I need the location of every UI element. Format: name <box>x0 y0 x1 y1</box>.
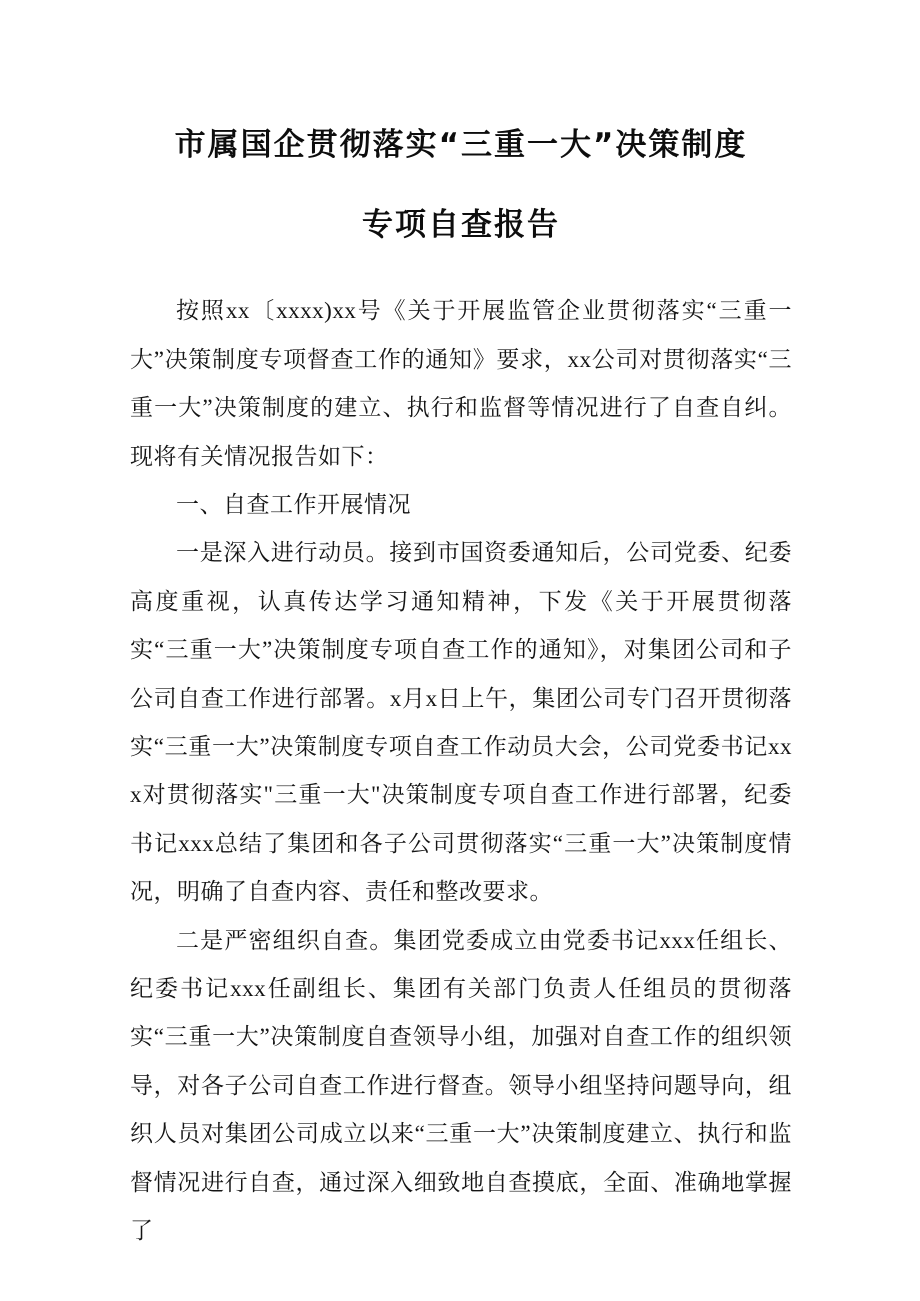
paragraph-intro: 按照xx〔xxxx)xx号《关于开展监管企业贯彻落实“三重一大”决策制度专项督查工作的通知》要求，xx公司对贯彻落实“三重一大”决策制度的建立、执行和监督等情况进行了自查自纠。现将有关情况报告如下： <box>130 298 792 469</box>
document-title <box>130 128 792 243</box>
document-title-line-1: 市属国企贯彻落实“三重一大”决策制度 <box>174 127 748 163</box>
section-heading-1: 一、自查工作开展情况 <box>176 491 411 517</box>
paragraph-point-1: 一是深入进行动员。接到市国资委通知后，公司党委、纪委高度重视，认真传达学习通知精神，下发《关于开展贯彻落实“三重一大”决策制度专项自查工作的通知》，对集团公司和子公司自查工作进行部署。x月x日上午，集团公司专门召开贯彻落实“三重一大”决策制度专项自查工作动员大会，公司党委书记xxx对贯彻落实"三重一大"决策制度专项自查工作进行部署，纪委书记xxx总结了集团和各子公司贯彻落实“三重一大”决策制度情况，明确了自查内容、责任和整改要求。 <box>130 540 792 905</box>
document-body <box>130 287 792 1255</box>
document-title-line-2: 专项自查报告 <box>362 206 560 243</box>
paragraph-point-2: 二是严密组织自查。集团党委成立由党委书记xxx任组长、纪委书记xxx任副组长、集团有关部门负责人任组员的贯彻落实“三重一大”决策制度自查领导小组，加强对自查工作的组织领导，对各子公司自查工作进行督查。领导小组坚持问题导向，组织人员对集团公司成立以来“三重一大”决策制度建立、执行和监督情况进行自查，通过深入细致地自查摸底，全面、准确地掌握了 <box>130 927 792 1243</box>
